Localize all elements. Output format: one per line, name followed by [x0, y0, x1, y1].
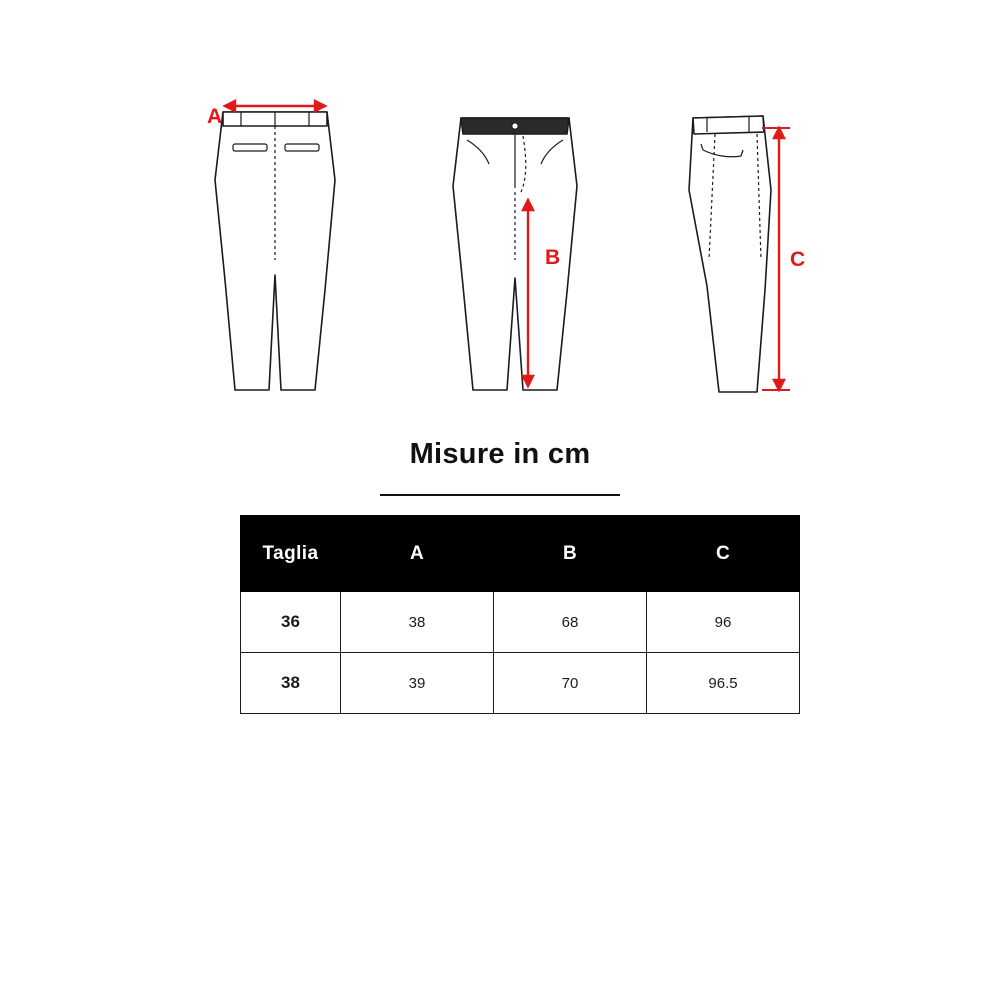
cell-b: 68 [494, 592, 647, 653]
title-divider [380, 494, 620, 496]
cell-a: 39 [341, 653, 494, 714]
cell-size: 38 [241, 653, 341, 714]
cell-a: 38 [341, 592, 494, 653]
page-title: Misure in cm [409, 438, 591, 470]
marker-label-a: A [207, 105, 223, 128]
cell-size: 36 [241, 592, 341, 653]
size-table [240, 515, 800, 714]
table-row [241, 592, 800, 653]
illustration-group [0, 60, 1000, 420]
table-row [241, 653, 800, 714]
measurement-guides [0, 60, 1000, 420]
header-taglia: Taglia [241, 516, 341, 592]
cell-c: 96 [647, 592, 800, 653]
header-b: B [494, 516, 647, 592]
header-a: A [341, 516, 494, 592]
cell-c: 96.5 [647, 653, 800, 714]
marker-label-c: C [790, 248, 806, 271]
table-header-row [241, 516, 800, 592]
header-c: C [647, 516, 800, 592]
marker-label-b: B [545, 246, 561, 269]
cell-b: 70 [494, 653, 647, 714]
